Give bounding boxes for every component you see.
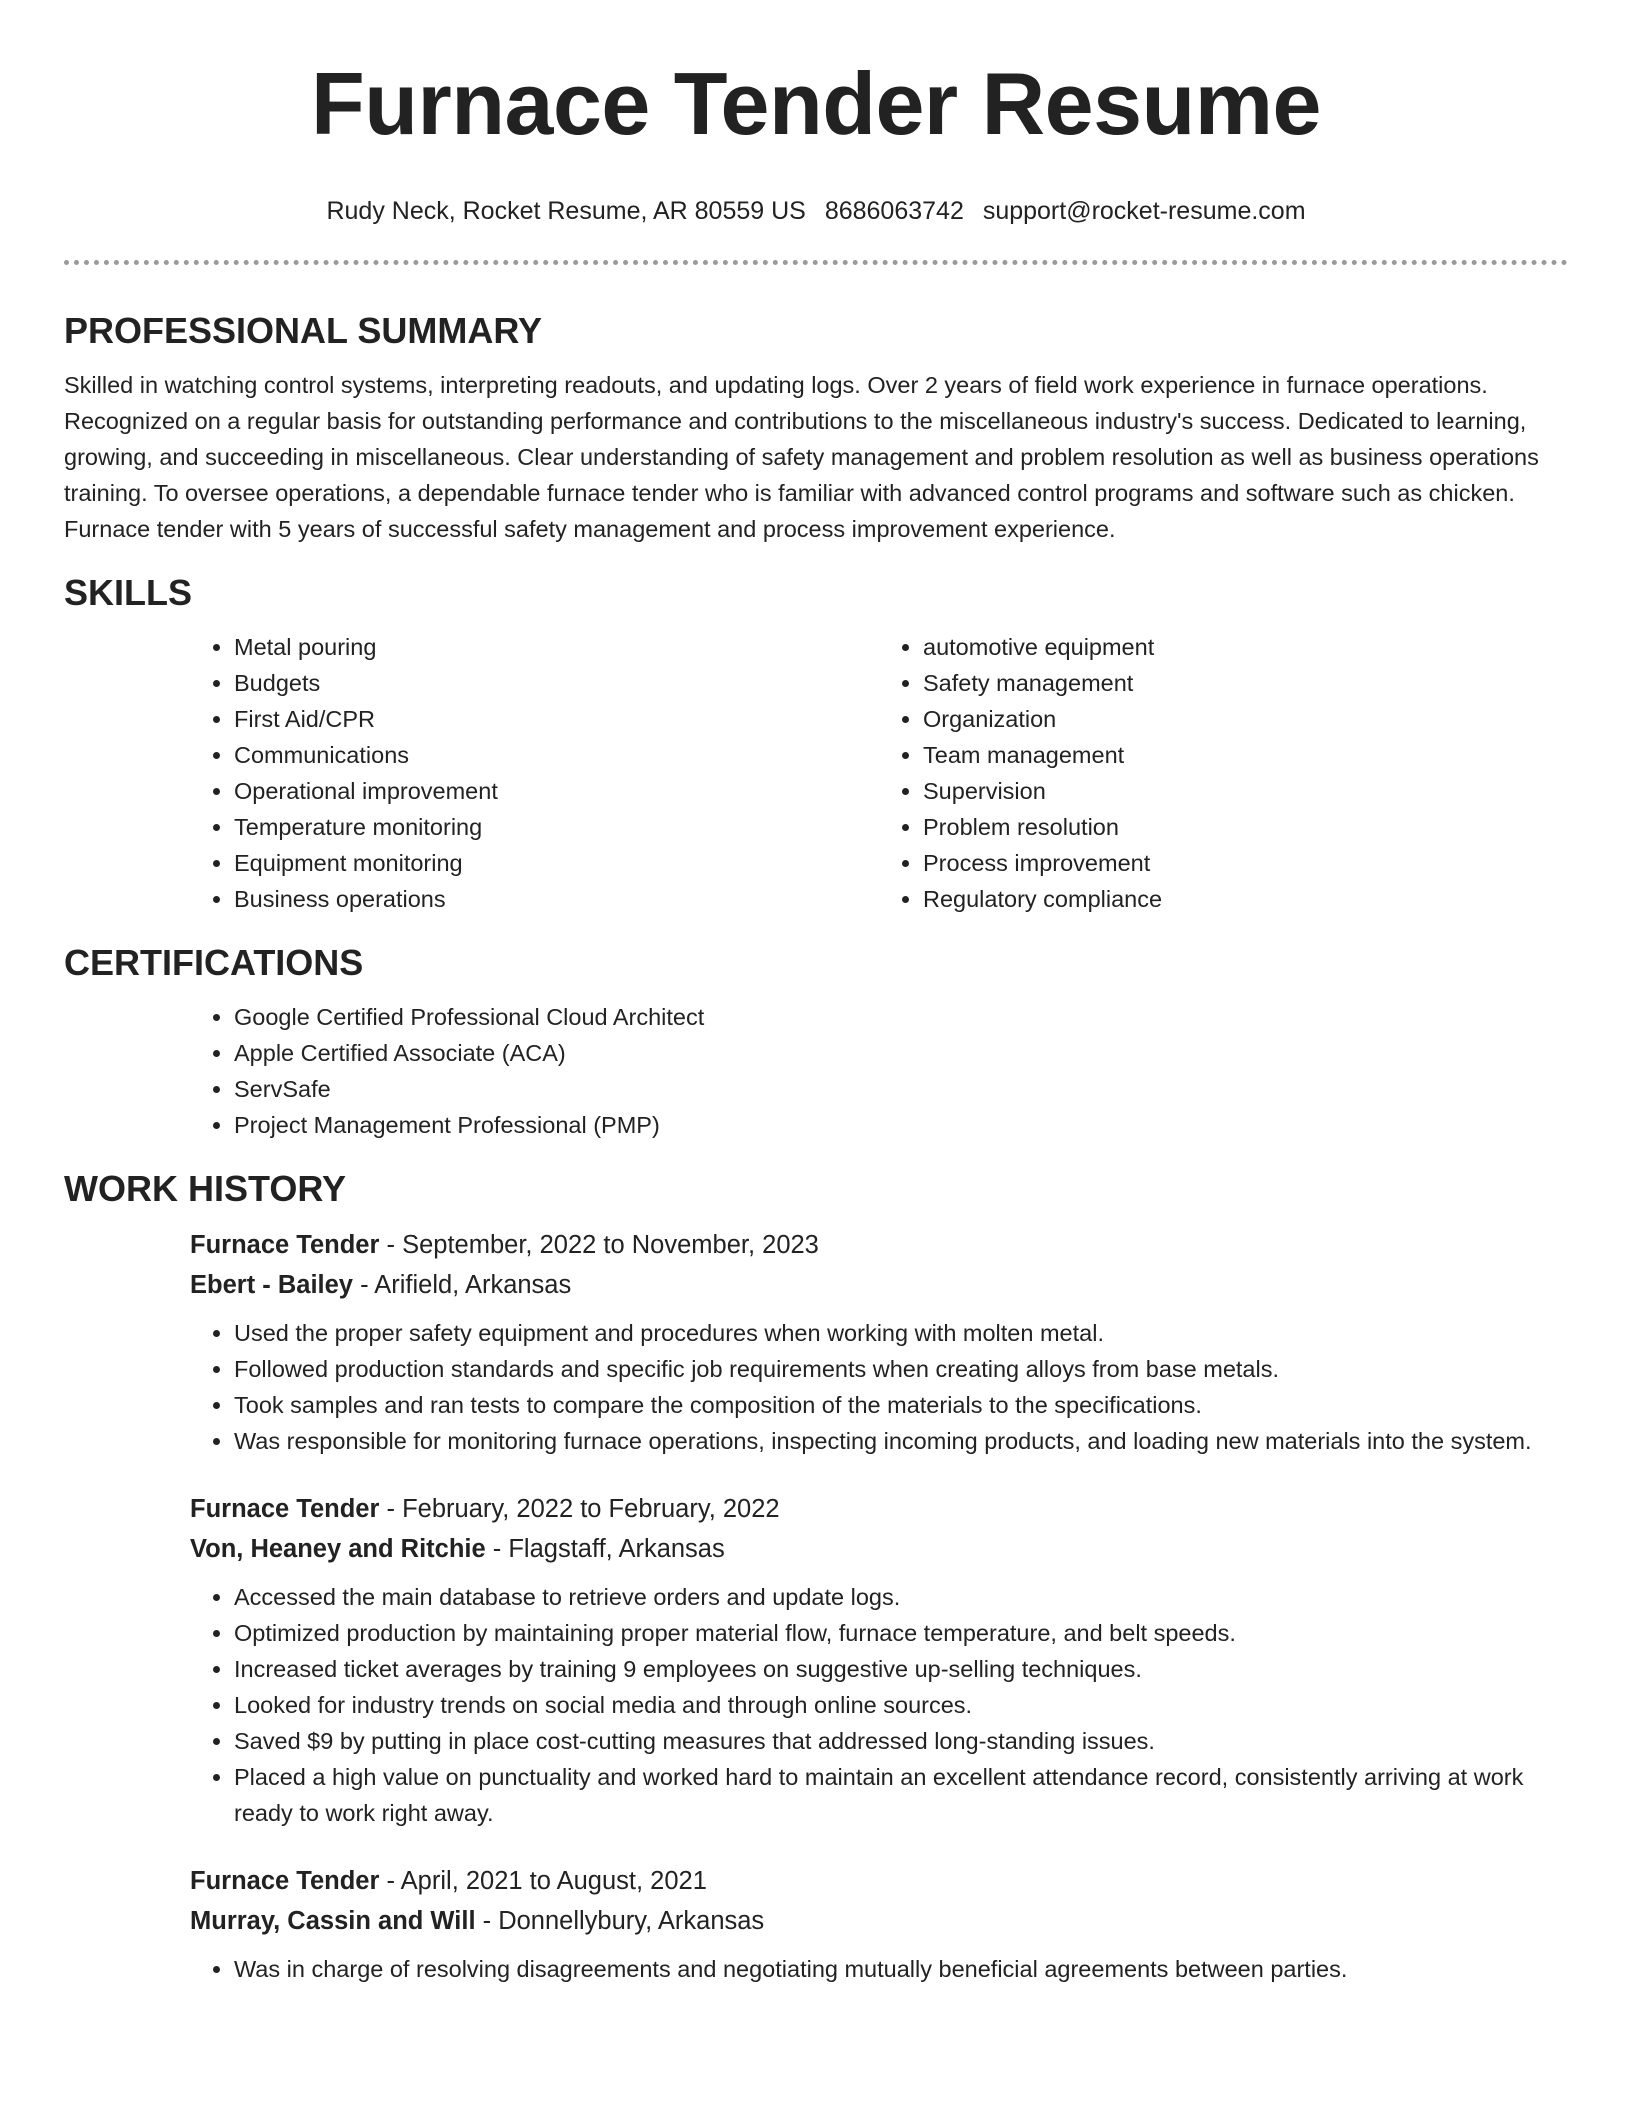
job-bullet: • Saved $9 by putting in place cost-cutting measures that addressed long-standing issues.: [234, 1723, 1568, 1759]
certification-item: • Apple Certified Associate (ACA): [234, 1035, 1568, 1071]
job-location: - Flagstaff, Arkansas: [485, 1535, 725, 1563]
skill-item: • Supervision: [923, 773, 1568, 809]
job-bullet: • Used the proper safety equipment and procedures when working with molten metal.: [234, 1315, 1568, 1351]
skill-item: • Regulatory compliance: [923, 881, 1568, 917]
certification-item: • ServSafe: [234, 1071, 1568, 1107]
skills-list-left: [190, 629, 879, 917]
job-location: - Donnellybury, Arkansas: [475, 1907, 765, 1935]
job-bullets: [190, 1315, 1568, 1459]
job-bullet: • Optimized production by maintaining proper material flow, furnace temperature, and belt speeds.: [234, 1615, 1568, 1651]
job-bullet: • Looked for industry trends on social media and through online sources.: [234, 1687, 1568, 1723]
skill-item: • Problem resolution: [923, 809, 1568, 845]
skill-item: • Safety management: [923, 665, 1568, 701]
skill-item: • Organization: [923, 701, 1568, 737]
job-title-line: [190, 1225, 1568, 1265]
certification-item: • Google Certified Professional Cloud Architect: [234, 999, 1568, 1035]
job-bullet: • Placed a high value on punctuality and worked hard to maintain an excellent attendance record, consistently arriving at work ready to work right away.: [234, 1759, 1568, 1831]
job-dates: - February, 2022 to February, 2022: [379, 1495, 780, 1523]
job-entry: [190, 1225, 1568, 1305]
job-title-line: [190, 1861, 1568, 1901]
skill-item: • Operational improvement: [234, 773, 879, 809]
job-bullets: [190, 1579, 1568, 1831]
job-bullet: • Accessed the main database to retrieve orders and update logs.: [234, 1579, 1568, 1615]
job-bullet: • Increased ticket averages by training 9 employees on suggestive up-selling techniques.: [234, 1651, 1568, 1687]
job-title-line: [190, 1489, 1568, 1529]
resume-page: [64, 0, 1568, 1987]
job-location: - Arifield, Arkansas: [352, 1271, 572, 1299]
skills-columns: [190, 629, 1568, 917]
certifications-list: [190, 999, 1568, 1143]
job-title: Furnace Tender: [190, 1231, 380, 1259]
job-company-line: [190, 1265, 1568, 1305]
job-bullets: [190, 1951, 1568, 1987]
job-entry: [190, 1489, 1568, 1569]
summary-heading: PROFESSIONAL SUMMARY: [64, 310, 543, 351]
dotted-divider: [64, 260, 1568, 265]
skill-item: • Process improvement: [923, 845, 1568, 881]
job-company-line: [190, 1901, 1568, 1941]
contact-email: support@rocket-resume.com: [982, 197, 1306, 225]
job-company-line: [190, 1529, 1568, 1569]
job-company: Murray, Cassin and Will: [190, 1907, 476, 1935]
skills-heading: SKILLS: [64, 572, 193, 613]
job-bullet: • Followed production standards and specific job requirements when creating alloys from base metals.: [234, 1351, 1568, 1387]
skill-item: • automotive equipment: [923, 629, 1568, 665]
job-bullet: • Was in charge of resolving disagreements and negotiating mutually beneficial agreements between parties.: [234, 1951, 1568, 1987]
summary-text: Skilled in watching control systems, interpreting readouts, and updating logs. Over 2 years of field work experience in furnace operations. Recognized on a regular basis for outstanding performance and contributions to the miscellaneous industry's success. Dedicated to learning, growing, and succeeding in miscellaneous. Clear understanding of safety management and problem resolution as well as business operations training. To oversee operations, a dependable furnace tender who is familiar with advanced control programs and software such as chicken. Furnace tender with 5 years of successful safety management and process improvement experience.: [64, 372, 1539, 542]
resume-title: Furnace Tender Resume: [311, 54, 1321, 153]
job-bullet: • Was responsible for monitoring furnace operations, inspecting incoming products, and loading new materials into the system.: [234, 1423, 1568, 1459]
skill-item: • Temperature monitoring: [234, 809, 879, 845]
contact-phone: 8686063742: [824, 197, 964, 225]
job-title: Furnace Tender: [190, 1867, 380, 1895]
skill-item: • Communications: [234, 737, 879, 773]
certifications-heading: CERTIFICATIONS: [64, 942, 364, 983]
skill-item: • First Aid/CPR: [234, 701, 879, 737]
job-dates: - September, 2022 to November, 2023: [379, 1231, 819, 1259]
skill-item: • Equipment monitoring: [234, 845, 879, 881]
skill-item: • Business operations: [234, 881, 879, 917]
contact-address: Rudy Neck, Rocket Resume, AR 80559 US: [326, 197, 806, 225]
job-bullet: • Took samples and ran tests to compare the composition of the materials to the specifications.: [234, 1387, 1568, 1423]
skill-item: • Budgets: [234, 665, 879, 701]
skill-item: • Metal pouring: [234, 629, 879, 665]
work-history-heading: WORK HISTORY: [64, 1168, 347, 1209]
skills-list-right: [879, 629, 1568, 917]
job-title: Furnace Tender: [190, 1495, 380, 1523]
job-entry: [190, 1861, 1568, 1941]
job-company: Ebert - Bailey: [190, 1271, 353, 1299]
contact-line: [64, 196, 1568, 226]
job-dates: - April, 2021 to August, 2021: [379, 1867, 707, 1895]
job-company: Von, Heaney and Ritchie: [190, 1535, 486, 1563]
certification-item: • Project Management Professional (PMP): [234, 1107, 1568, 1143]
skill-item: • Team management: [923, 737, 1568, 773]
